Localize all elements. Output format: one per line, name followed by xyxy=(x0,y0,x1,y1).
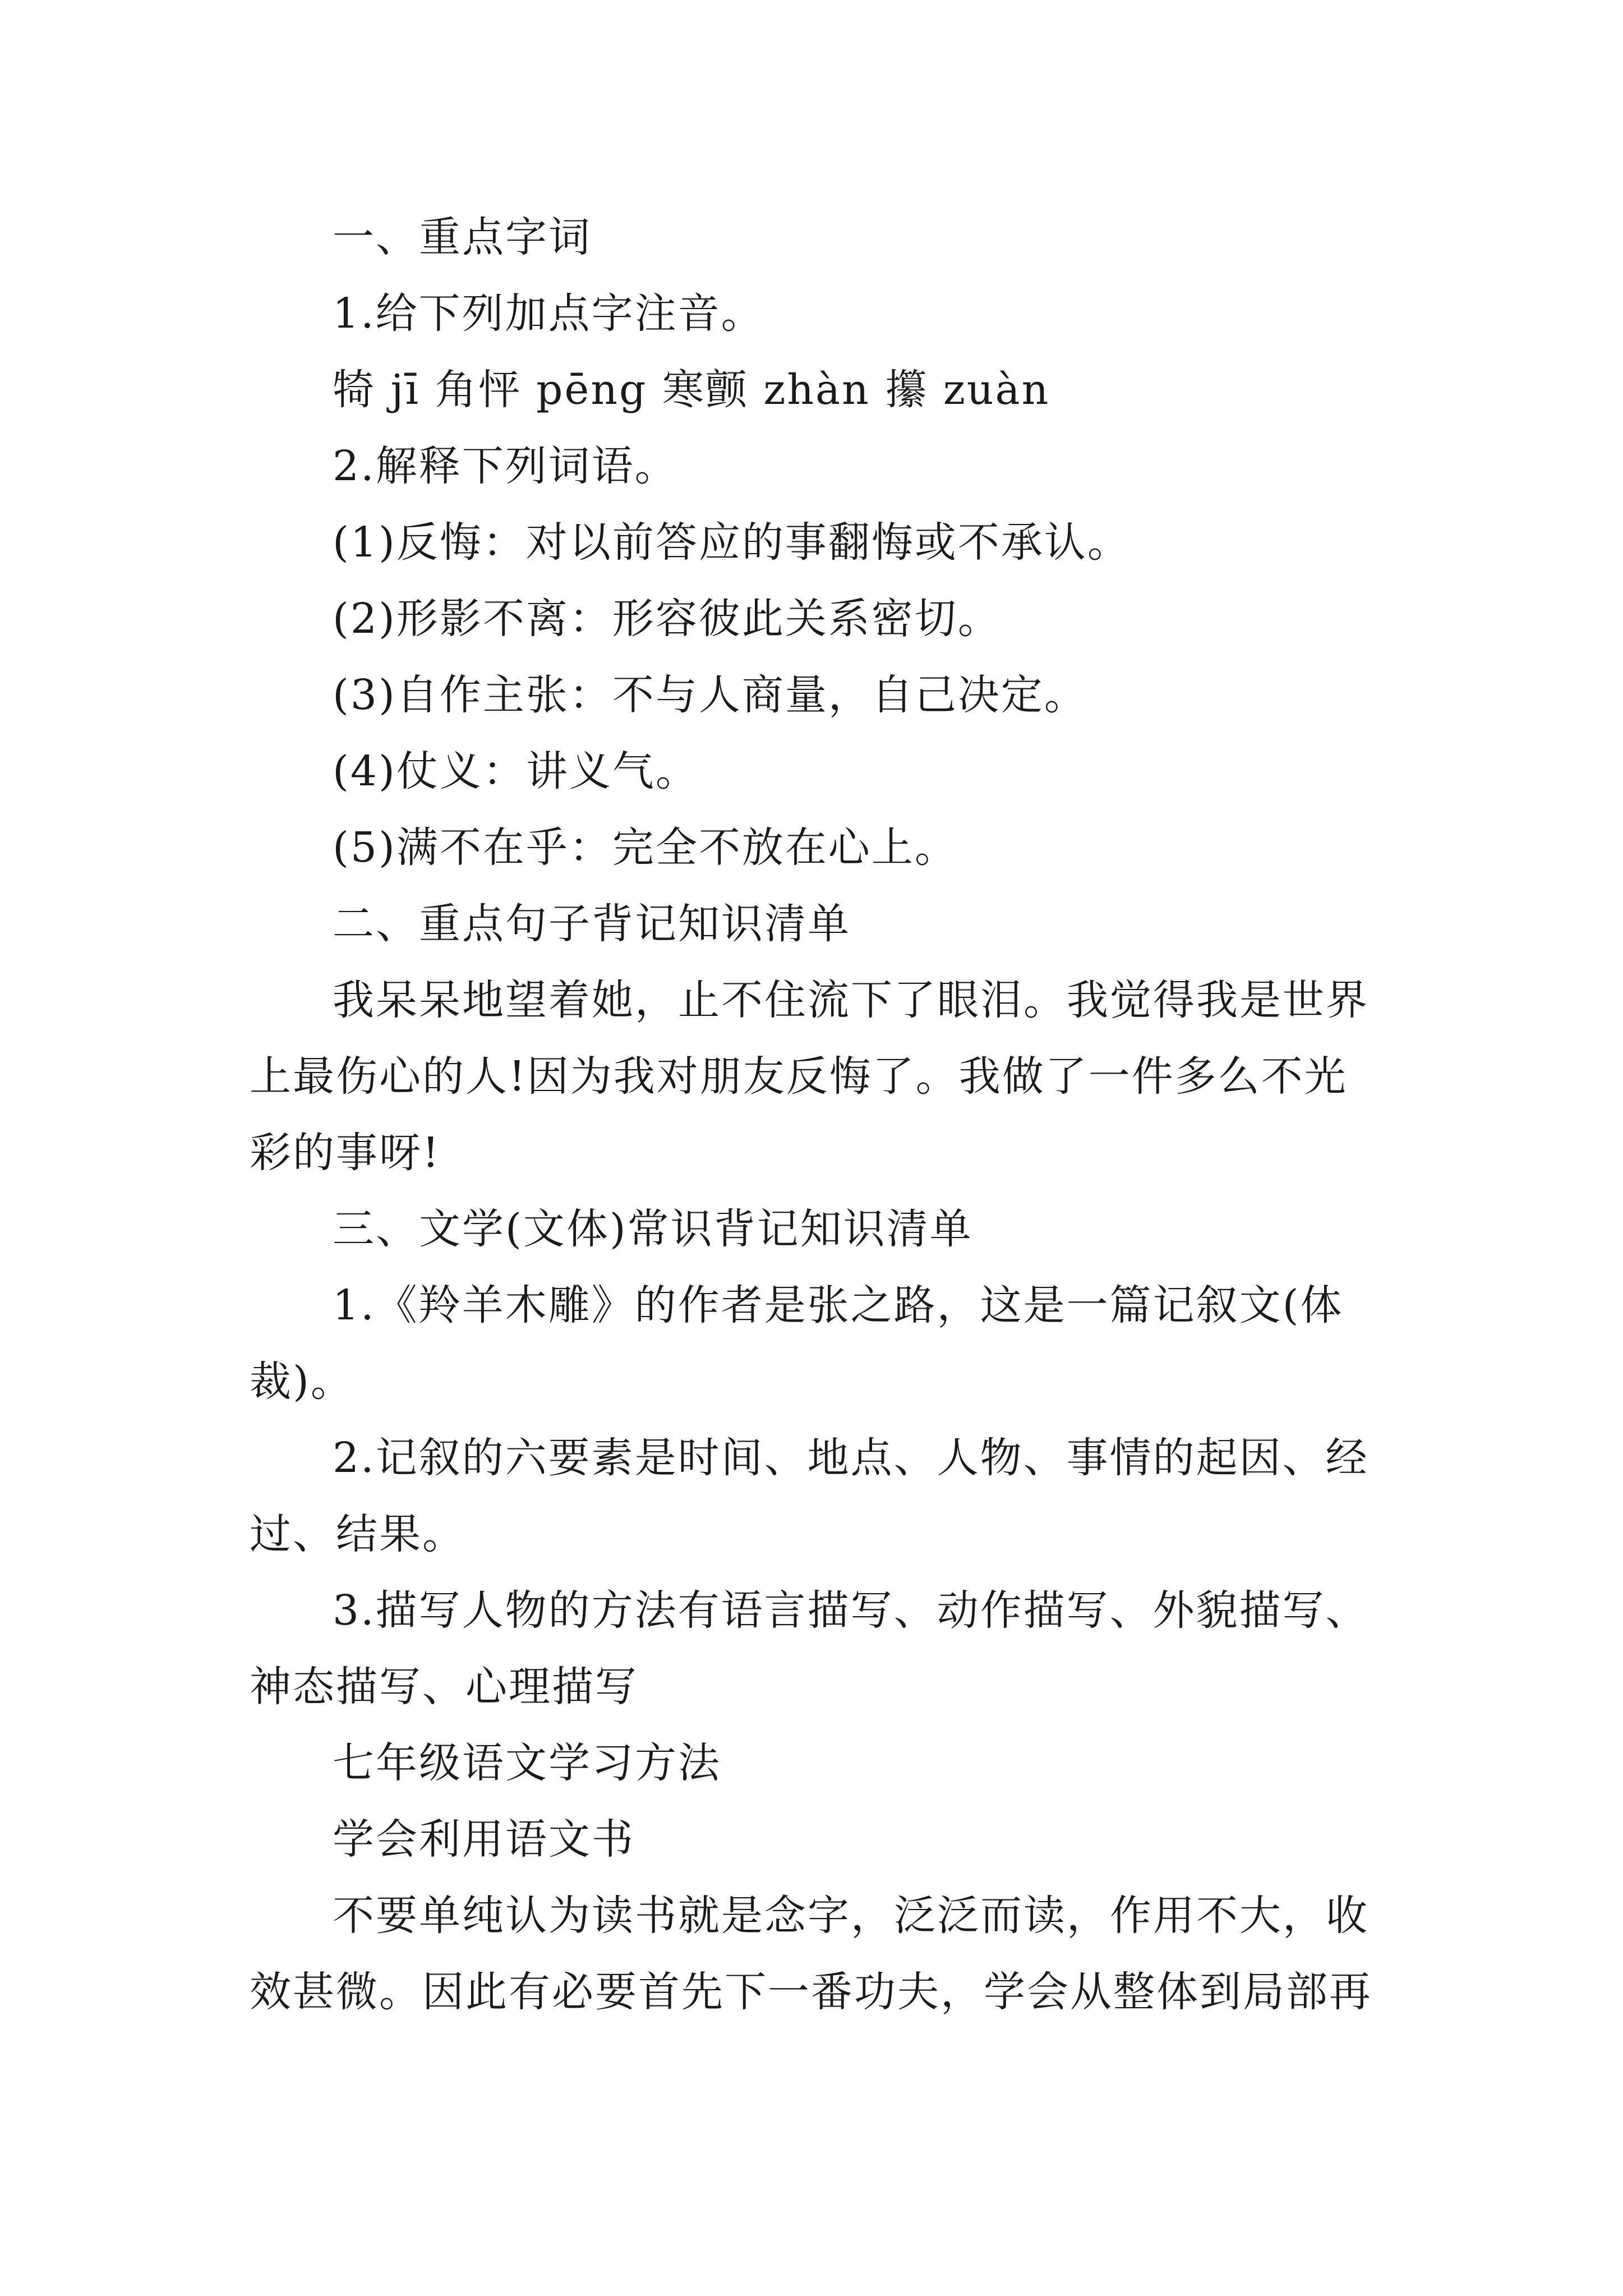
section-heading-key-words: 一、重点字词 xyxy=(333,213,592,261)
definition-item: (3)自作主张：不与人商量，自己决定。 xyxy=(333,671,1087,719)
question-pinyin: 1.给下列加点字注音。 xyxy=(333,289,764,338)
definition-item: (4)仗义：讲义气。 xyxy=(333,747,699,795)
definition-item: (5)满不在乎：完全不放在心上。 xyxy=(333,823,958,872)
knowledge-item: 3.描写人物的方法有语言描写、动作描写、外貌描写、神态描写、心理描写 xyxy=(250,1586,1369,1711)
body-paragraph: 不要单纯认为读书就是念字，泛泛而读，作用不大，收效甚微。因此有必要首先下一番功夫，学会从整体到局部再 xyxy=(250,1892,1372,2016)
knowledge-item: 1.《羚羊木雕》的作者是张之路，这是一篇记叙文(体裁)。 xyxy=(250,1281,1344,1406)
section-heading-key-sentences: 二、重点句子背记知识清单 xyxy=(333,900,851,948)
subheading-use-textbook: 学会利用语文书 xyxy=(333,1815,635,1864)
section-heading-literary-knowledge: 三、文学(文体)常识背记知识清单 xyxy=(333,1205,973,1253)
question-definitions: 2.解释下列词语。 xyxy=(333,442,678,490)
knowledge-item: 2.记叙的六要素是时间、地点、人物、事情的起因、经过、结果。 xyxy=(250,1434,1369,1558)
definition-item: (2)形影不离：形容彼此关系密切。 xyxy=(333,595,1001,643)
key-sentence-paragraph: 我呆呆地望着她，止不住流下了眼泪。我觉得我是世界上最伤心的人!因为我对朋友反悔了。我做了一件多么不光彩的事呀! xyxy=(250,976,1369,1177)
section-heading-study-methods: 七年级语文学习方法 xyxy=(333,1739,721,1787)
definition-item: (1)反悔：对以前答应的事翻悔或不承认。 xyxy=(333,518,1131,567)
document-body xyxy=(250,199,1377,2030)
pinyin-answers: 犄 jī 角怦 pēng 寒颤 zhàn 攥 zuàn xyxy=(333,366,1050,414)
